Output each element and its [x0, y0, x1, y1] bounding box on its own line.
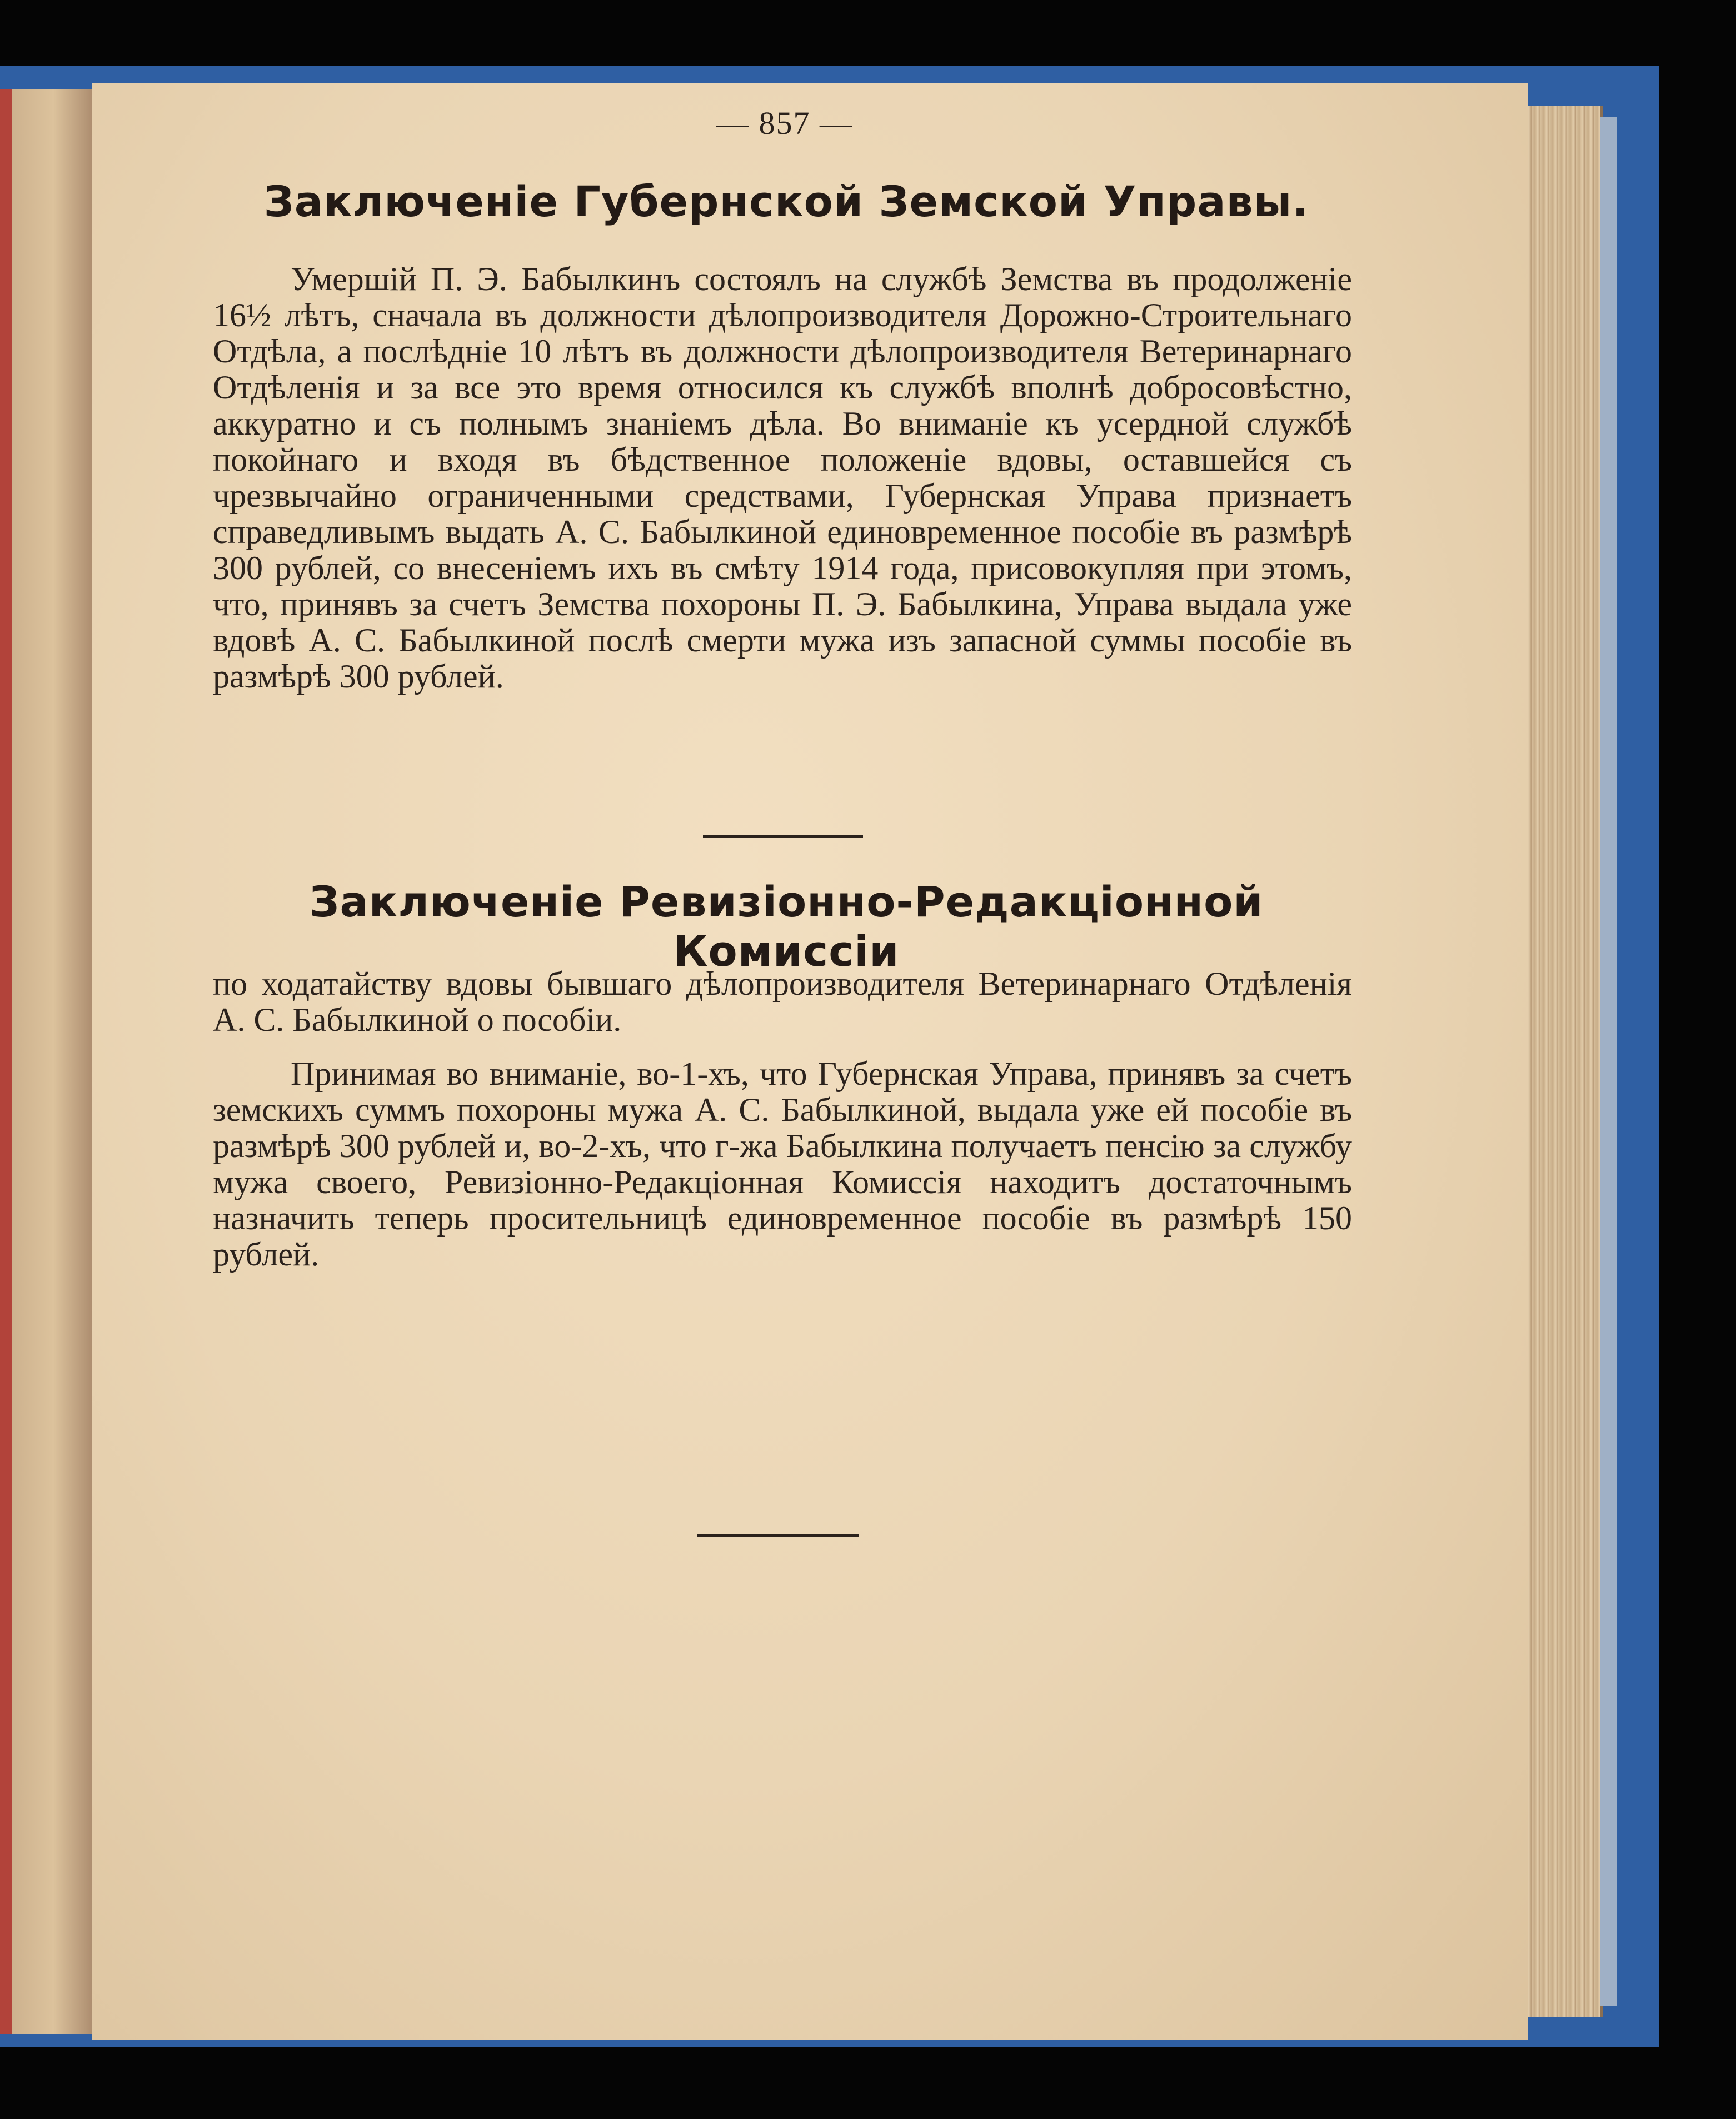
- section-body-uprava: [213, 261, 1352, 695]
- page-number: — 857 —: [716, 105, 853, 141]
- section-divider: [703, 835, 863, 838]
- section-heading-komissiya: Заключеніе Ревизіонно-Редакціонной Комиссіи: [309, 877, 1264, 976]
- paragraph-komissiya: Принимая во вниманіе, во-1-хъ, что Губернская Управа, принявъ за счетъ земскихъ суммъ похороны мужа А. С. Бабылкиной, выдала уже ей пособіе въ размѣрѣ 300 рублей и, во-2-хъ, что г-жа Бабылкина получаетъ пенсію за службу мужа своего, Ревизіонно-Редакціонная Комиссія находитъ достаточнымъ назначить теперь просительницѣ единовременное пособіе въ размѣрѣ 150 рублей.: [213, 1055, 1352, 1273]
- paragraph-uprava: Умершій П. Э. Бабылкинъ состоялъ на службѣ Земства въ продолженіе 16½ лѣтъ, сначала въ должности дѣлопроизводителя Дорожно-Строительнаго Отдѣла, а послѣдніе 10 лѣтъ въ должности дѣлопроизводителя Ветеринарнаго Отдѣленія и за все это время относился къ службѣ вполнѣ добросовѣстно, аккуратно и съ полнымъ знаніемъ дѣла. Во вниманіе къ усердной службѣ покойнаго и входя въ бѣдственное положеніе вдовы, оставшейся съ чрезвычайно ограниченными средствами, Губернская Управа признаетъ справедливымъ выдать А. С. Бабылкиной единовременное пособіе въ размѣрѣ 300 рублей, со внесеніемъ ихъ въ смѣту 1914 года, присовокупляя при этомъ, что, принявъ за счетъ Земства похороны П. Э. Бабылкина, Управа выдала уже вдовѣ А. С. Бабылкиной послѣ смерти мужа изъ запасной суммы пособіе въ размѣрѣ 300 рублей.: [213, 261, 1352, 695]
- left-page-edge: [0, 89, 12, 2034]
- cover-inner-edge: [1600, 117, 1617, 2006]
- left-page: [0, 89, 101, 2034]
- section-body-komissiya: [213, 1056, 1352, 1273]
- section-heading-uprava: Заключеніе Губернской Земской Управы.: [263, 177, 1309, 226]
- page-stack-edge: [1523, 106, 1603, 2017]
- subtitle-paragraph: по ходатайству вдовы бывшаго дѣлопроизводителя Ветеринарнаго Отдѣленія А. С. Бабылкиной о пособіи.: [213, 965, 1352, 1038]
- end-divider: [697, 1534, 859, 1537]
- section-subtitle-komissiya: [213, 966, 1352, 1038]
